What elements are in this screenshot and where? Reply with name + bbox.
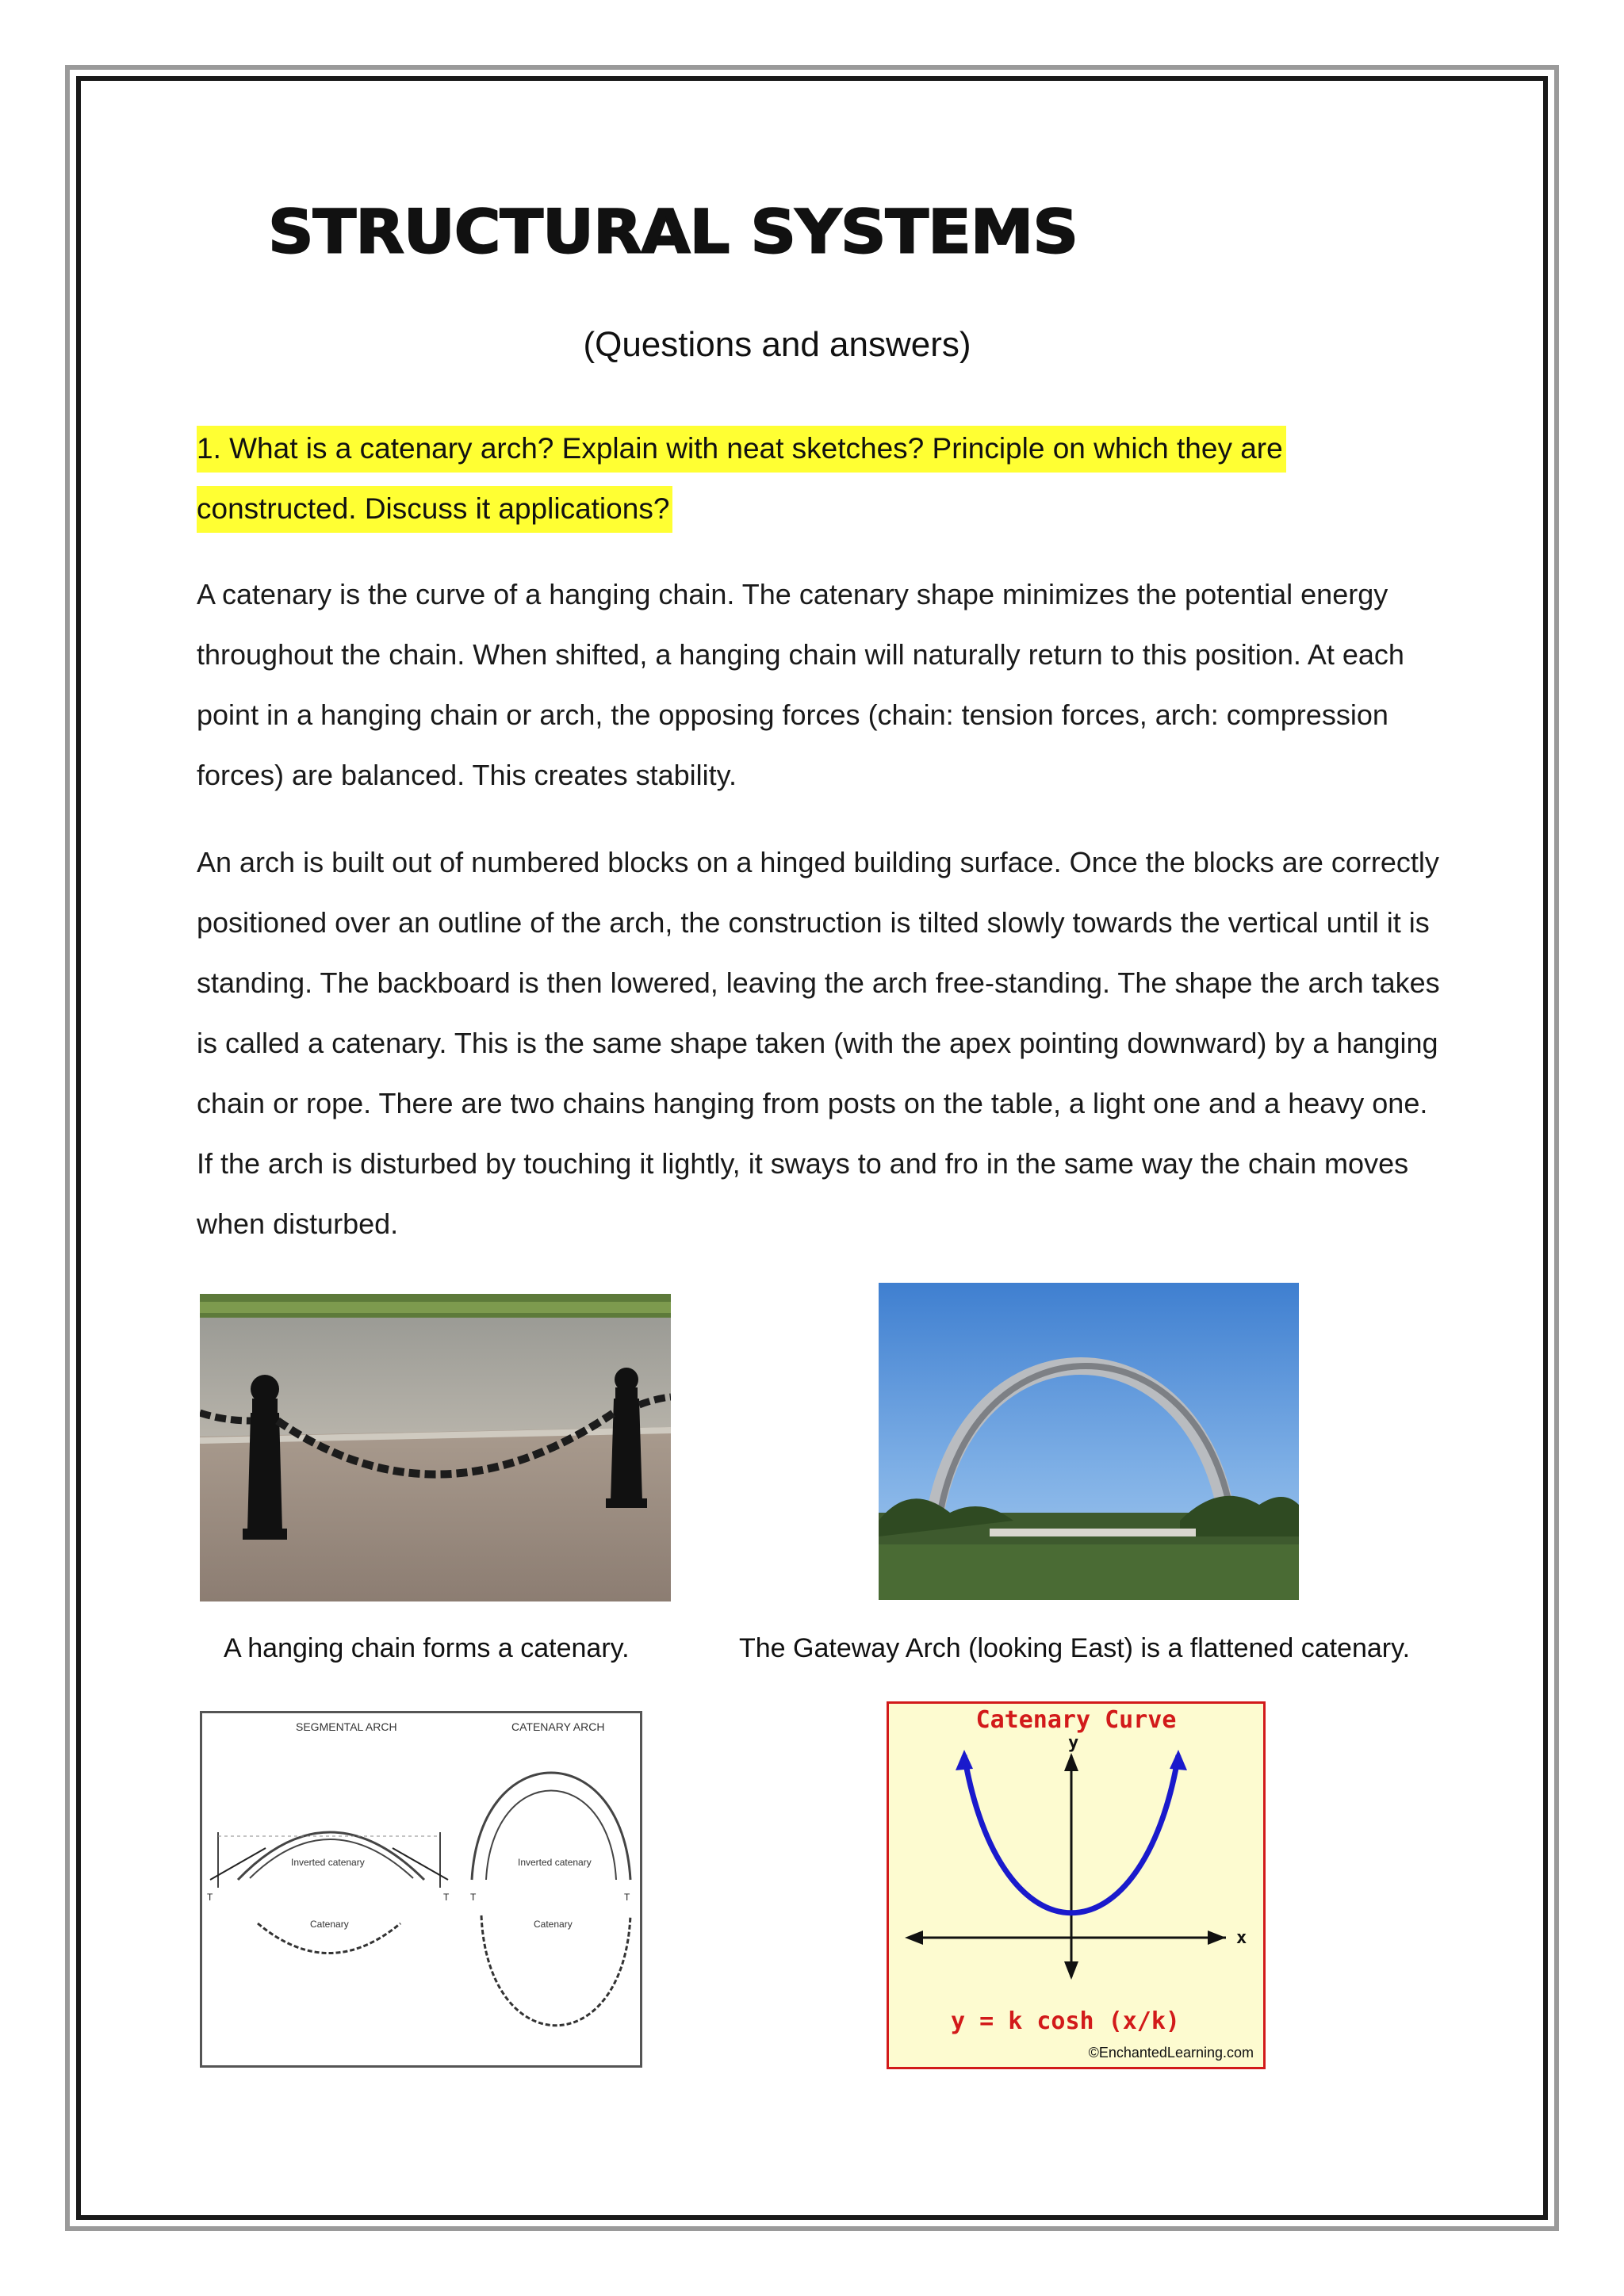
document-title: STRUCTURAL SYSTEMS [268, 197, 1078, 267]
hanging-chain-photo [200, 1294, 671, 1601]
document-subtitle: (Questions and answers) [583, 325, 971, 364]
question-line-2: constructed. Discuss it applications? [197, 486, 672, 533]
catenary-arch-label: CATENARY ARCH [511, 1720, 605, 1733]
segmental-arch-label: SEGMENTAL ARCH [296, 1720, 397, 1733]
paragraph-arch-construction: An arch is built out of numbered blocks on a hinged building surface. Once the blocks are correctly positioned over an outline of the arch, the construction is tilted slowly towards the vertical until it is standing. The backboard is then lowered, leaving the arch free-standing. The shape the arch takes is called a catenary. This is the same shape taken (with the apex pointing downward) by a hanging chain or rope. There are two chains hanging from posts on the table, a light one and a heavy one. If the arch is disturbed by touching it lightly, it sways to and fro in the same way the chain moves when disturbed. [197, 846, 1440, 1240]
paragraph-catenary-definition: A catenary is the curve of a hanging chain. The catenary shape minimizes the potential energy throughout the chain. When shifted, a hanging chain will naturally return to this position. At each point in a hanging chain or arch, the opposing forces (chain: tension forces, arch: compression forces) are balanced. This creates stability. [197, 578, 1404, 791]
segmental-inverted-label: Inverted catenary [291, 1857, 365, 1868]
question-line-1: 1. What is a catenary arch? Explain with neat sketches? Principle on which they are [197, 426, 1286, 473]
gateway-arch-photo [879, 1283, 1299, 1600]
catenary-t-left: T [470, 1892, 477, 1903]
curve-x-axis-label: x [1236, 1928, 1247, 1948]
curve-heading: Catenary Curve [975, 1706, 1177, 1734]
catenary-inverted-label: Inverted catenary [518, 1857, 592, 1868]
segmental-t-right: T [443, 1892, 450, 1903]
catenary-t-right: T [624, 1892, 630, 1903]
chain-caption: A hanging chain forms a catenary. [224, 1633, 630, 1663]
catenary-curve-figure [887, 1701, 1266, 2069]
question-heading [197, 419, 1481, 539]
curve-credit: ©EnchantedLearning.com [1088, 2045, 1254, 2061]
catenary-catenary-label: Catenary [534, 1919, 573, 1930]
arch-caption: The Gateway Arch (looking East) is a flattened catenary. [739, 1633, 1411, 1663]
curve-y-axis-label: y [1068, 1733, 1079, 1753]
segmental-catenary-label: Catenary [310, 1919, 349, 1930]
segmental-t-left: T [207, 1892, 213, 1903]
curve-equation: y = k cosh (x/k) [951, 2007, 1180, 2035]
arch-comparison-diagram [200, 1711, 642, 2068]
